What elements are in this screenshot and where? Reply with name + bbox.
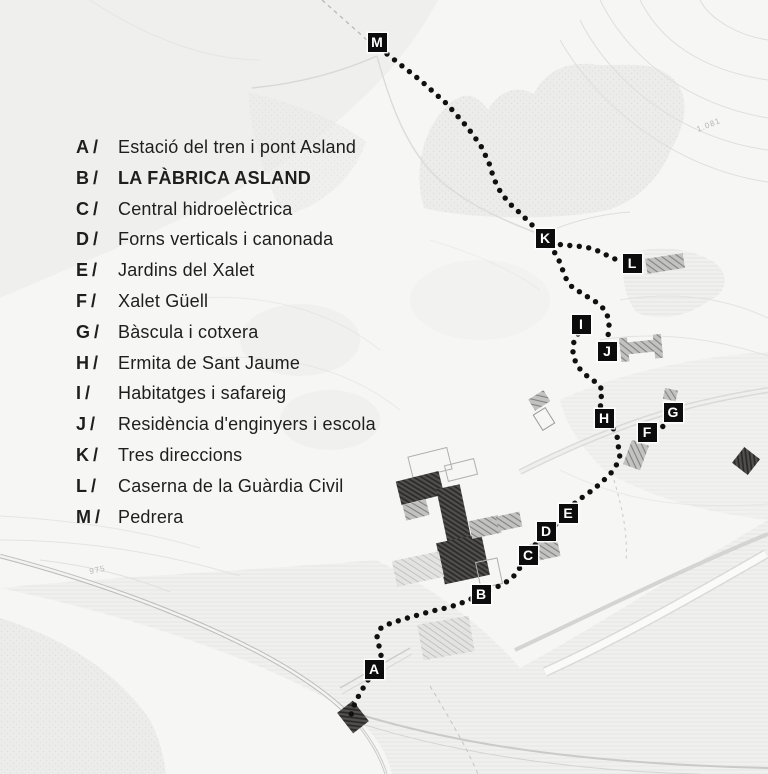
legend-item-e — [76, 260, 376, 291]
map-marker-a: A — [365, 660, 384, 679]
trail-dot — [399, 63, 404, 68]
legend-key-cell — [76, 322, 118, 343]
trail-dot — [573, 358, 578, 363]
trail-dot — [509, 203, 514, 208]
trail-dot — [558, 242, 563, 247]
trail-dot — [615, 435, 620, 440]
trail-dot — [483, 153, 488, 158]
legend-key: K — [76, 444, 89, 465]
legend-item-f — [76, 291, 376, 322]
trail-dot — [606, 332, 611, 337]
trail-dot — [414, 75, 419, 80]
legend-item-i — [76, 383, 376, 414]
legend-label: Bàscula i cotxera — [118, 321, 259, 342]
legend-separator: / — [93, 352, 99, 373]
trail-dot — [523, 216, 528, 221]
legend-key: C — [76, 198, 89, 219]
legend — [76, 137, 376, 537]
trail-dot — [479, 144, 484, 149]
legend-separator: / — [94, 321, 100, 342]
trail-dot — [617, 453, 622, 458]
trail-dot — [376, 643, 381, 648]
legend-item-k — [76, 445, 376, 476]
legend-item-l — [76, 476, 376, 507]
legend-key-cell — [76, 507, 118, 528]
trail-dot — [570, 349, 575, 354]
map-marker-m: M — [368, 33, 387, 52]
map-marker-k: K — [536, 229, 555, 248]
map-marker-e: E — [559, 504, 578, 523]
trail-dot — [374, 634, 379, 639]
legend-separator: / — [93, 444, 99, 465]
trail-dot — [378, 626, 383, 631]
map-marker-j: J — [598, 342, 617, 361]
trail-dot — [600, 305, 605, 310]
trail-dot — [592, 379, 597, 384]
trail-dot — [423, 610, 428, 615]
trail-dot — [567, 243, 572, 248]
trail-dot — [455, 114, 460, 119]
trail-dot — [605, 313, 610, 318]
legend-item-h — [76, 353, 376, 384]
legend-label: Habitatges i safareig — [118, 383, 287, 404]
legend-key-cell — [76, 353, 118, 374]
legend-separator: / — [95, 506, 101, 527]
map-marker-d: D — [537, 522, 556, 541]
legend-key-cell — [76, 476, 118, 497]
trail-dot — [608, 470, 613, 475]
trail-dot — [580, 495, 585, 500]
trail-dot — [349, 711, 354, 716]
trail-dot — [436, 94, 441, 99]
trail-dot — [511, 573, 516, 578]
map-marker-i: I — [572, 315, 591, 334]
trail-dot — [487, 161, 492, 166]
trail-dot — [585, 294, 590, 299]
trail-dot — [599, 394, 604, 399]
legend-separator: / — [85, 383, 91, 404]
legend-separator: / — [90, 414, 96, 435]
map-marker-l: L — [623, 254, 642, 273]
trail-dot — [602, 477, 607, 482]
trail-dot — [356, 694, 361, 699]
trail-dot — [557, 258, 562, 263]
legend-label: Caserna de la Guàrdia Civil — [118, 475, 344, 496]
trail-dot — [407, 69, 412, 74]
trail-dot — [495, 584, 500, 589]
map-marker-g: G — [664, 403, 683, 422]
contour-elevation-label: 1.081 — [695, 116, 722, 134]
trail-dot — [595, 483, 600, 488]
trail-dot — [432, 608, 437, 613]
trail-dot — [352, 702, 357, 707]
map-marker-b: B — [472, 585, 491, 604]
trail-dot — [468, 129, 473, 134]
legend-key: B — [76, 167, 89, 188]
legend-key: G — [76, 321, 91, 342]
trail-dot — [563, 276, 568, 281]
legend-key: H — [76, 352, 89, 373]
legend-item-g — [76, 322, 376, 353]
legend-separator: / — [93, 137, 99, 157]
trail-dot — [586, 245, 591, 250]
trail-dot — [569, 284, 574, 289]
trail-dot — [598, 385, 603, 390]
trail-dot — [604, 252, 609, 257]
trail-dot — [392, 57, 397, 62]
legend-separator: / — [91, 475, 97, 496]
trail-dot — [405, 615, 410, 620]
trail-dot — [451, 603, 456, 608]
trail-dot — [493, 179, 498, 184]
trail-dot — [462, 121, 467, 126]
legend-label: Xalet Güell — [118, 290, 209, 311]
legend-key: D — [76, 229, 89, 250]
trail-dot — [616, 444, 621, 449]
legend-key-cell — [76, 383, 118, 404]
map-marker-c: C — [519, 546, 538, 565]
legend-key-cell — [76, 199, 118, 220]
legend-separator: / — [93, 229, 99, 250]
legend-key: M — [76, 506, 91, 527]
trail-dot — [660, 424, 665, 429]
trail-dot — [612, 256, 617, 261]
trail-dot — [396, 618, 401, 623]
legend-key: J — [76, 414, 87, 435]
trail-dot — [429, 87, 434, 92]
trail-dot — [577, 366, 582, 371]
legend-key-cell — [76, 260, 118, 281]
legend-label: LA FÀBRICA ASLAND — [118, 167, 312, 188]
legend-item-j — [76, 414, 376, 445]
trail-dot — [384, 51, 389, 56]
trail-dot — [503, 195, 508, 200]
trail-dot — [421, 81, 426, 86]
trail-dot — [593, 299, 598, 304]
trail-dot — [360, 685, 365, 690]
trail-dot — [606, 322, 611, 327]
trail-dot — [595, 248, 600, 253]
legend-key: I — [76, 383, 82, 404]
legend-key-cell — [76, 137, 118, 158]
trail-dot — [473, 136, 478, 141]
trail-dot — [587, 489, 592, 494]
legend-label: Ermita de Sant Jaume — [118, 352, 301, 373]
legend-label: Forns verticals i canonada — [118, 229, 334, 250]
legend-key: A — [76, 137, 89, 157]
legend-key-cell — [76, 229, 118, 250]
trail-dot — [577, 244, 582, 249]
legend-item-b — [76, 168, 376, 199]
legend-separator: / — [93, 198, 99, 219]
legend-label: Estació del tren i pont Asland — [118, 137, 357, 157]
trail-dot — [378, 653, 383, 658]
legend-separator: / — [91, 290, 97, 311]
trail-dot — [460, 600, 465, 605]
legend-label: Central hidroelèctrica — [118, 198, 293, 219]
legend-key-cell — [76, 445, 118, 466]
legend-label: Residència d'enginyers i escola — [118, 414, 376, 435]
trail-dot — [529, 222, 534, 227]
legend-key: E — [76, 260, 89, 281]
legend-label: Tres direccions — [118, 444, 243, 465]
contour-elevation-label: 975 — [88, 563, 107, 576]
legend-item-m — [76, 507, 376, 538]
legend-item-a — [76, 137, 376, 168]
legend-item-d — [76, 229, 376, 260]
trail-dot — [489, 170, 494, 175]
legend-key-cell — [76, 168, 118, 189]
trail-dot — [517, 566, 522, 571]
trail-dot — [614, 462, 619, 467]
legend-separator: / — [93, 167, 99, 188]
legend-key-cell — [76, 291, 118, 312]
legend-separator: / — [92, 260, 98, 281]
trail-dot — [577, 289, 582, 294]
trail-dot — [414, 613, 419, 618]
trail-dot — [441, 606, 446, 611]
legend-label: Pedrera — [118, 506, 184, 527]
trail-dot — [504, 579, 509, 584]
legend-key: F — [76, 290, 87, 311]
legend-item-c — [76, 199, 376, 230]
trail-dot — [571, 340, 576, 345]
trail-dot — [584, 373, 589, 378]
trail-dot — [449, 107, 454, 112]
trail-dot — [443, 100, 448, 105]
trail-dot — [552, 250, 557, 255]
map-marker-h: H — [595, 409, 614, 428]
legend-label: Jardins del Xalet — [118, 260, 255, 281]
trail-dot — [516, 209, 521, 214]
map-marker-f: F — [638, 423, 657, 442]
trail-dot — [387, 621, 392, 626]
trail-dot — [497, 188, 502, 193]
legend-key-cell — [76, 414, 118, 435]
trail-dot — [560, 267, 565, 272]
legend-key: L — [76, 475, 87, 496]
